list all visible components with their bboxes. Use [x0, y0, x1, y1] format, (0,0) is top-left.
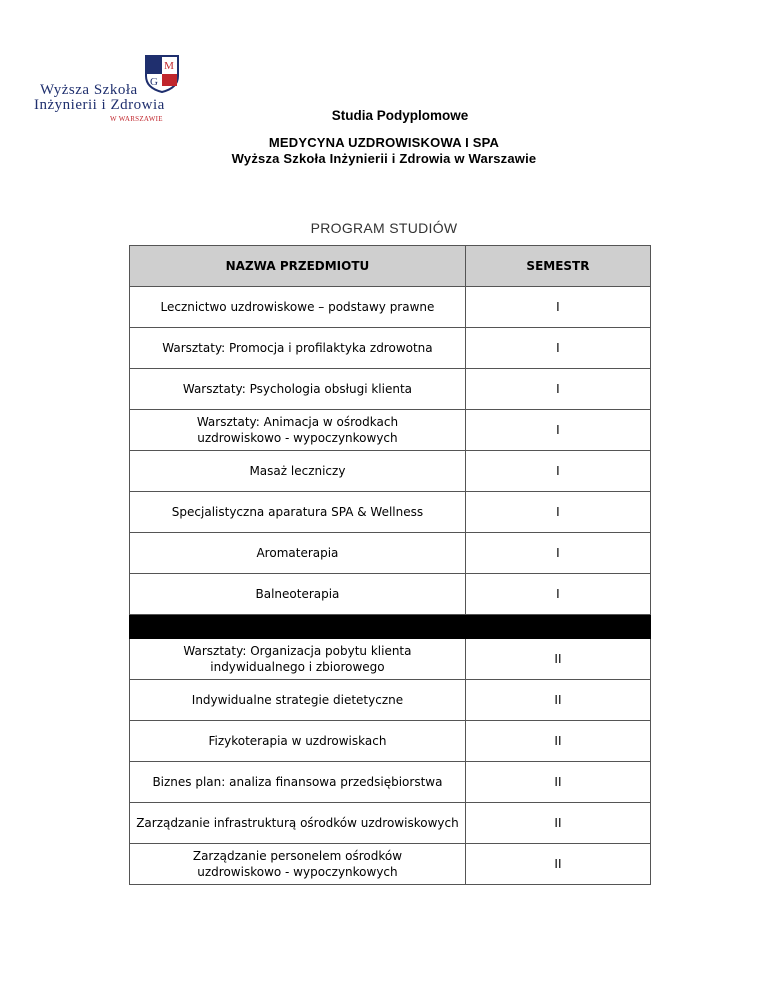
subject-cell: Warsztaty: Promocja i profilaktyka zdrowotna [130, 328, 466, 369]
subject-cell: Balneoterapia [130, 574, 466, 615]
semester-cell: II [465, 844, 650, 885]
table-row [130, 721, 651, 762]
subject-cell: Biznes plan: analiza finansowa przedsiębiorstwa [130, 762, 466, 803]
program-table [129, 245, 651, 885]
institution-name: Wyższa Szkoła Inżynierii i Zdrowia w Warszawie [231, 151, 537, 166]
logo-text-line2: Inżynierii i Zdrowia [34, 97, 165, 113]
table-row [130, 328, 651, 369]
subject-cell: Indywidualne strategie dietetyczne [130, 680, 466, 721]
section-title: PROGRAM STUDIÓW [310, 220, 458, 236]
semester-cell: I [465, 328, 650, 369]
column-header-subject: NAZWA PRZEDMIOTU [130, 246, 466, 287]
semester-cell: II [465, 639, 650, 680]
semester-cell: I [465, 287, 650, 328]
subject-cell: Warsztaty: Organizacja pobytu klienta indywidualnego i zbiorowego [130, 639, 466, 680]
subject-cell: Specjalistyczna aparatura SPA & Wellness [130, 492, 466, 533]
semester-cell: II [465, 721, 650, 762]
document-subtitle: Studia Podyplomowe [331, 108, 469, 123]
semester-cell: I [465, 533, 650, 574]
table-row [130, 451, 651, 492]
table-row [130, 680, 651, 721]
subject-cell: Masaż leczniczy [130, 451, 466, 492]
subject-cell: Lecznictwo uzdrowiskowe – podstawy prawne [130, 287, 466, 328]
semester-separator [130, 615, 651, 639]
table-row [130, 533, 651, 574]
subject-cell: Warsztaty: Psychologia obsługi klienta [130, 369, 466, 410]
subject-cell: Fizykoterapia w uzdrowiskach [130, 721, 466, 762]
table-row [130, 492, 651, 533]
table-row [130, 574, 651, 615]
logo-text-line1: Wyższa Szkoła [40, 82, 138, 98]
table-row [130, 369, 651, 410]
table-row [130, 803, 651, 844]
column-header-semester: SEMESTR [465, 246, 650, 287]
subject-cell: Zarządzanie infrastrukturą ośrodków uzdrowiskowych [130, 803, 466, 844]
subject-cell: Warsztaty: Animacja w ośrodkach uzdrowiskowo - wypoczynkowych [130, 410, 466, 451]
table-row [130, 844, 651, 885]
semester-cell: I [465, 451, 650, 492]
crest-icon [144, 54, 180, 94]
subject-cell: Aromaterapia [130, 533, 466, 574]
semester-cell: I [465, 369, 650, 410]
separator-bar [130, 615, 651, 639]
semester-cell: II [465, 803, 650, 844]
table-header-row [130, 246, 651, 287]
semester-cell: II [465, 762, 650, 803]
table-row [130, 410, 651, 451]
semester-cell: I [465, 492, 650, 533]
table-row [130, 762, 651, 803]
program-name: MEDYCYNA UZDROWISKOWA I SPA [268, 135, 500, 150]
semester-cell: II [465, 680, 650, 721]
svg-text:M: M [164, 60, 174, 72]
logo-text-line3: W WARSZAWIE [110, 115, 163, 123]
semester-cell: I [465, 574, 650, 615]
semester-cell: I [465, 410, 650, 451]
table-row [130, 287, 651, 328]
table-row [130, 639, 651, 680]
subject-cell: Zarządzanie personelem ośrodków uzdrowiskowo - wypoczynkowych [130, 844, 466, 885]
svg-text:G: G [150, 76, 158, 88]
